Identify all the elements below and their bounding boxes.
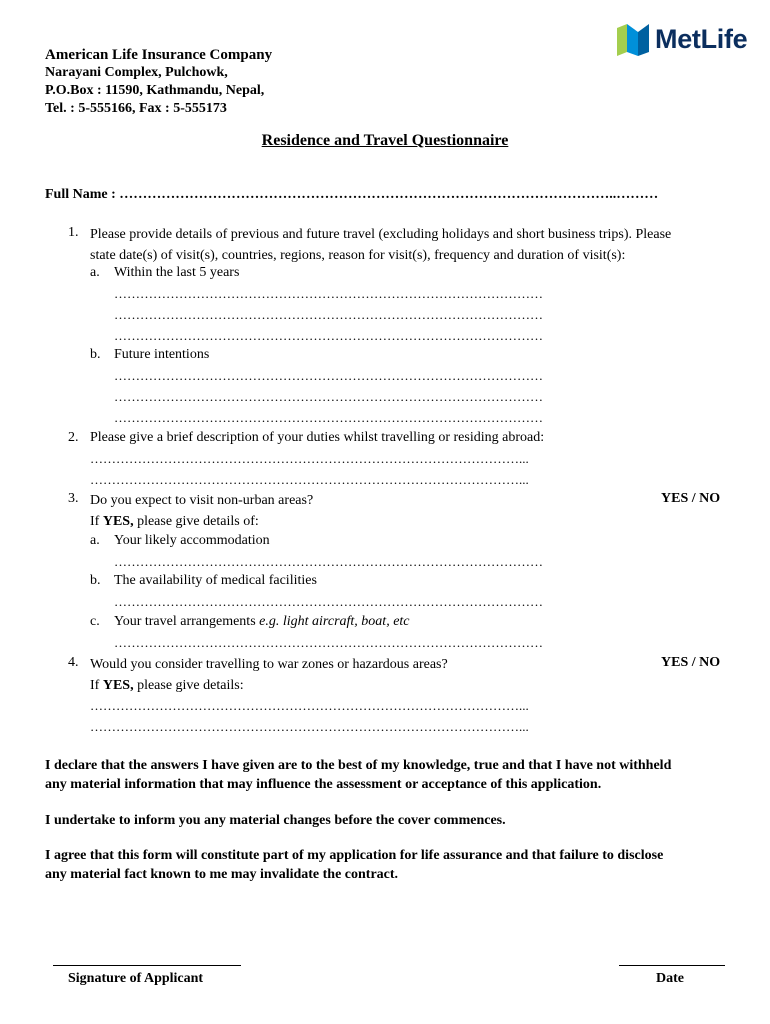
answer-line[interactable]: ………………………………………………………………………………………... bbox=[90, 719, 529, 734]
question-3-if-yes bbox=[90, 511, 728, 532]
answer-line[interactable]: ……………………………………………………………………………………… bbox=[114, 410, 543, 425]
declaration-3-line-1: I agree that this form will constitute part of my application for life assurance and that failure to disclose bbox=[45, 848, 664, 863]
signature-line[interactable] bbox=[53, 965, 241, 966]
sub-label: c. bbox=[90, 614, 100, 629]
sub-text bbox=[114, 613, 410, 631]
answer-line[interactable]: ……………………………………………………………………………………… bbox=[114, 594, 543, 609]
question-4-if-yes bbox=[90, 675, 728, 696]
address-line-2: P.O.Box : 11590, Kathmandu, Nepal, bbox=[45, 83, 265, 98]
answer-line[interactable]: ……………………………………………………………………………………… bbox=[114, 554, 543, 569]
question-4-text: Would you consider travelling to war zones or hazardous areas? bbox=[90, 657, 448, 672]
if-yes-label: YES, bbox=[102, 678, 134, 693]
declaration-2: I undertake to inform you any material changes before the cover commences. bbox=[45, 813, 506, 828]
company-name: American Life Insurance Company bbox=[45, 47, 273, 63]
if-prefix: If bbox=[90, 514, 100, 529]
sub-text: Within the last 5 years bbox=[114, 265, 240, 280]
metlife-logo bbox=[617, 20, 752, 60]
question-number: 3. bbox=[68, 491, 79, 506]
sub-text: The availability of medical facilities bbox=[114, 573, 317, 588]
answer-line[interactable]: ……………………………………………………………………………………… bbox=[114, 389, 543, 404]
question-number: 4. bbox=[68, 655, 79, 670]
date-line[interactable] bbox=[619, 965, 725, 966]
if-prefix: If bbox=[90, 678, 100, 693]
question-2-text: Please give a brief description of your duties whilst travelling or residing abroad: bbox=[90, 430, 545, 445]
sub-label: b. bbox=[90, 347, 101, 362]
full-name-row bbox=[45, 186, 725, 204]
full-name-field[interactable]: ……………………………………………………………………………………………..……… bbox=[119, 187, 659, 202]
answer-line[interactable]: ………………………………………………………………………………………... bbox=[90, 472, 529, 487]
sub-label: b. bbox=[90, 573, 101, 588]
if-suffix: please give details: bbox=[137, 678, 244, 693]
question-4 bbox=[68, 654, 728, 696]
if-suffix: please give details of: bbox=[137, 514, 259, 529]
answer-line[interactable]: ……………………………………………………………………………………… bbox=[114, 328, 543, 343]
question-number: 1. bbox=[68, 225, 79, 240]
if-yes-label: YES, bbox=[102, 514, 134, 529]
answer-line[interactable]: ………………………………………………………………………………………... bbox=[90, 451, 529, 466]
yes-no-choice[interactable]: YES / NO bbox=[661, 491, 721, 506]
answer-line[interactable]: ……………………………………………………………………………………… bbox=[114, 307, 543, 322]
declaration-3 bbox=[45, 846, 735, 884]
full-name-label: Full Name : bbox=[45, 187, 116, 202]
metlife-wordmark: MetLife bbox=[655, 24, 748, 54]
question-3-text: Do you expect to visit non-urban areas? bbox=[90, 493, 314, 508]
metlife-logo-icon bbox=[617, 22, 649, 56]
answer-line[interactable]: ……………………………………………………………………………………… bbox=[114, 635, 543, 650]
sub-label: a. bbox=[90, 265, 100, 280]
sub-label: a. bbox=[90, 533, 100, 548]
declaration-1-line-1: I declare that the answers I have given are to the best of my knowledge, true and that I have not withheld bbox=[45, 758, 672, 773]
company-header bbox=[45, 46, 272, 118]
question-2 bbox=[68, 429, 728, 447]
date-label: Date bbox=[656, 971, 684, 986]
question-number: 2. bbox=[68, 430, 79, 445]
signature-label: Signature of Applicant bbox=[68, 971, 204, 986]
page-title: Residence and Travel Questionnaire bbox=[261, 132, 509, 149]
sub-text-example: e.g. light aircraft, boat, etc bbox=[259, 614, 410, 629]
question-1 bbox=[68, 224, 728, 266]
answer-line[interactable]: ………………………………………………………………………………………... bbox=[90, 698, 529, 713]
sub-text-main: Your travel arrangements bbox=[114, 614, 256, 629]
phone-fax: Tel. : 5-555166, Fax : 5-555173 bbox=[45, 101, 227, 116]
answer-line[interactable]: ……………………………………………………………………………………… bbox=[114, 286, 543, 301]
address-line-1: Narayani Complex, Pulchowk, bbox=[45, 65, 228, 80]
question-1-text-line-1: Please provide details of previous and future travel (excluding holidays and short business trips). Please bbox=[90, 227, 672, 242]
declaration-1-line-2: any material information that may influence the assessment or acceptance of this application. bbox=[45, 777, 602, 792]
declaration-3-line-2: any material fact known to me may invalidate the contract. bbox=[45, 867, 399, 882]
sub-text: Future intentions bbox=[114, 347, 210, 362]
answer-line[interactable]: ……………………………………………………………………………………… bbox=[114, 368, 543, 383]
question-3 bbox=[68, 490, 728, 532]
declaration-1 bbox=[45, 756, 735, 794]
question-1-text-line-2: state date(s) of visit(s), countries, regions, reason for visit(s), frequency and duration of visit(s): bbox=[90, 248, 626, 263]
yes-no-choice[interactable]: YES / NO bbox=[661, 655, 721, 670]
sub-text: Your likely accommodation bbox=[114, 533, 270, 548]
